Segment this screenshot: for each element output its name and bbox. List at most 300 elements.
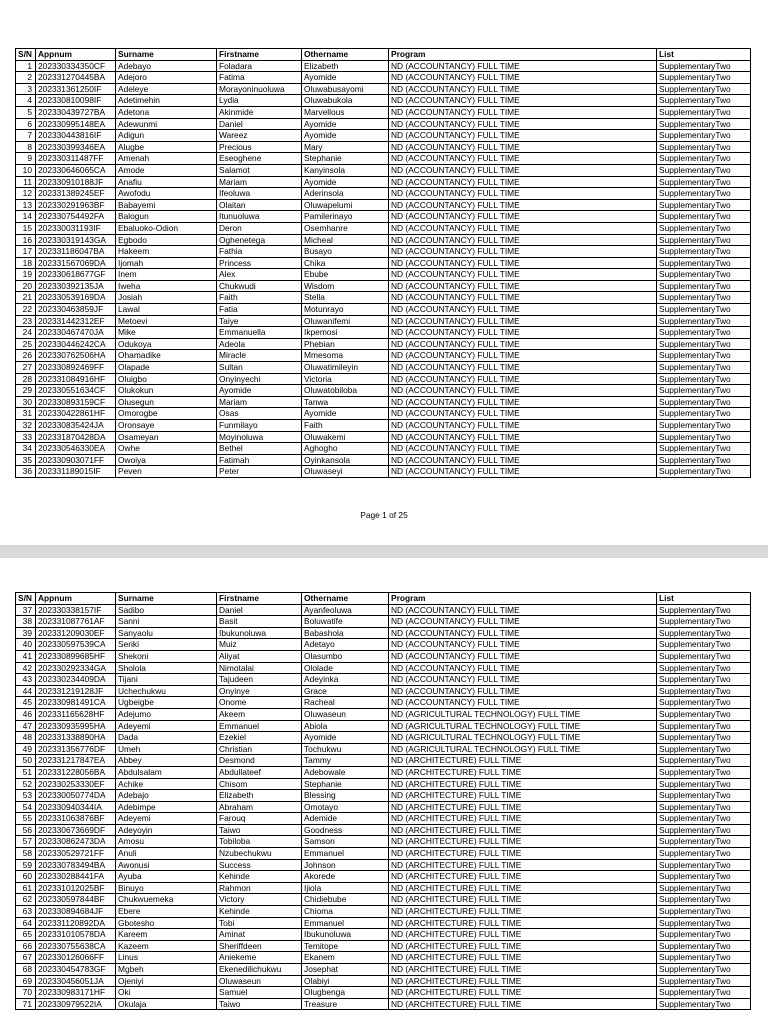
table-row xyxy=(16,824,751,836)
sn-cell: 49 xyxy=(16,743,36,755)
firstname-cell: Kehinde xyxy=(217,906,302,918)
list-cell: SupplementaryTwo xyxy=(657,859,751,871)
sn-cell: 3 xyxy=(16,83,36,95)
othername-cell: Olugbenga xyxy=(302,987,389,999)
list-cell: SupplementaryTwo xyxy=(657,153,751,165)
list-cell: SupplementaryTwo xyxy=(657,95,751,107)
program-cell: ND (ACCOUNTANCY) FULL TIME xyxy=(389,188,657,200)
surname-cell: Adetimehin xyxy=(116,95,217,107)
program-cell: ND (AGRICULTURAL TECHNOLOGY) FULL TIME xyxy=(389,720,657,732)
column-header-list: List xyxy=(657,593,751,605)
othername-cell: Omotayo xyxy=(302,801,389,813)
program-cell: ND (ARCHITECTURE) FULL TIME xyxy=(389,836,657,848)
othername-cell: Ikpemosi xyxy=(302,327,389,339)
program-cell: ND (ACCOUNTANCY) FULL TIME xyxy=(389,199,657,211)
othername-cell: Oluwaseun xyxy=(302,708,389,720)
sn-cell: 7 xyxy=(16,130,36,142)
appnum-cell: 202330338157IF xyxy=(36,604,116,616)
surname-cell: Oki xyxy=(116,987,217,999)
program-cell: ND (ACCOUNTANCY) FULL TIME xyxy=(389,153,657,165)
sn-cell: 63 xyxy=(16,906,36,918)
program-cell: ND (ACCOUNTANCY) FULL TIME xyxy=(389,234,657,246)
program-cell: ND (ACCOUNTANCY) FULL TIME xyxy=(389,627,657,639)
firstname-cell: Akinmide xyxy=(217,106,302,118)
sn-cell: 33 xyxy=(16,431,36,443)
firstname-cell: Tajudeen xyxy=(217,674,302,686)
list-cell: SupplementaryTwo xyxy=(657,743,751,755)
firstname-cell: Akeem xyxy=(217,708,302,720)
firstname-cell: Ibukunoluwa xyxy=(217,627,302,639)
sn-cell: 20 xyxy=(16,280,36,292)
othername-cell: Ijiola xyxy=(302,882,389,894)
table-row xyxy=(16,188,751,200)
program-cell: ND (ACCOUNTANCY) FULL TIME xyxy=(389,211,657,223)
firstname-cell: Itunuoluwa xyxy=(217,211,302,223)
othername-cell: Ademide xyxy=(302,813,389,825)
list-cell: SupplementaryTwo xyxy=(657,720,751,732)
table-row xyxy=(16,940,751,952)
appnum-cell: 202330334350CF xyxy=(36,60,116,72)
table-row xyxy=(16,269,751,281)
appnum-cell: 202331338890HA xyxy=(36,732,116,744)
surname-cell: Egbodo xyxy=(116,234,217,246)
firstname-cell: Fatimah xyxy=(217,454,302,466)
surname-cell: Adebayo xyxy=(116,60,217,72)
othername-cell: Oluwapelumi xyxy=(302,199,389,211)
othername-cell: Osemhanre xyxy=(302,222,389,234)
program-cell: ND (ACCOUNTANCY) FULL TIME xyxy=(389,246,657,258)
list-cell: SupplementaryTwo xyxy=(657,130,751,142)
column-header-othername: Othername xyxy=(302,593,389,605)
program-cell: ND (ARCHITECTURE) FULL TIME xyxy=(389,871,657,883)
list-cell: SupplementaryTwo xyxy=(657,72,751,84)
surname-cell: Okulaja xyxy=(116,998,217,1010)
appnum-cell: 202331361250IF xyxy=(36,83,116,95)
sn-cell: 27 xyxy=(16,362,36,374)
table-header-row xyxy=(16,49,751,61)
table-row xyxy=(16,871,751,883)
sn-cell: 38 xyxy=(16,616,36,628)
firstname-cell: Emmanuel xyxy=(217,720,302,732)
list-cell: SupplementaryTwo xyxy=(657,304,751,316)
program-cell: ND (ARCHITECTURE) FULL TIME xyxy=(389,894,657,906)
firstname-cell: Nimotalai xyxy=(217,662,302,674)
list-cell: SupplementaryTwo xyxy=(657,952,751,964)
program-cell: ND (ACCOUNTANCY) FULL TIME xyxy=(389,222,657,234)
firstname-cell: Emmanuella xyxy=(217,327,302,339)
document-page-2 xyxy=(0,558,768,1024)
program-cell: ND (ACCOUNTANCY) FULL TIME xyxy=(389,315,657,327)
surname-cell: Tijani xyxy=(116,674,217,686)
appnum-cell: 202330646065CA xyxy=(36,164,116,176)
appnum-cell: 202330456051JA xyxy=(36,975,116,987)
table-row xyxy=(16,639,751,651)
surname-cell: Olusegun xyxy=(116,396,217,408)
sn-cell: 24 xyxy=(16,327,36,339)
list-cell: SupplementaryTwo xyxy=(657,257,751,269)
sn-cell: 14 xyxy=(16,211,36,223)
othername-cell: Stella xyxy=(302,292,389,304)
surname-cell: Iweha xyxy=(116,280,217,292)
appnum-cell: 202331087761AF xyxy=(36,616,116,628)
surname-cell: Ebaluoko-Odion xyxy=(116,222,217,234)
othername-cell: Treasure xyxy=(302,998,389,1010)
table-row xyxy=(16,408,751,420)
surname-cell: Babayemi xyxy=(116,199,217,211)
list-cell: SupplementaryTwo xyxy=(657,929,751,941)
othername-cell: Oluwabusayomi xyxy=(302,83,389,95)
sn-cell: 57 xyxy=(16,836,36,848)
othername-cell: Samson xyxy=(302,836,389,848)
surname-cell: Amode xyxy=(116,164,217,176)
sn-cell: 32 xyxy=(16,420,36,432)
table-row xyxy=(16,662,751,674)
appnum-cell: 202330940344IA xyxy=(36,801,116,813)
firstname-cell: Success xyxy=(217,859,302,871)
firstname-cell: Sheriffdeen xyxy=(217,940,302,952)
table-row xyxy=(16,848,751,860)
admission-list-table-page-1 xyxy=(15,48,751,478)
othername-cell: Oluwatobiloba xyxy=(302,385,389,397)
appnum-cell: 202330311487FF xyxy=(36,153,116,165)
firstname-cell: Desmond xyxy=(217,755,302,767)
program-cell: ND (ARCHITECTURE) FULL TIME xyxy=(389,882,657,894)
list-cell: SupplementaryTwo xyxy=(657,836,751,848)
surname-cell: Umeh xyxy=(116,743,217,755)
appnum-cell: 202330050774DA xyxy=(36,790,116,802)
table-row xyxy=(16,674,751,686)
table-row xyxy=(16,466,751,478)
program-cell: ND (ACCOUNTANCY) FULL TIME xyxy=(389,141,657,153)
list-cell: SupplementaryTwo xyxy=(657,940,751,952)
appnum-cell: 202330454783GF xyxy=(36,964,116,976)
table-row xyxy=(16,987,751,999)
othername-cell: Ayomide xyxy=(302,176,389,188)
list-cell: SupplementaryTwo xyxy=(657,222,751,234)
appnum-cell: 202330903071FF xyxy=(36,454,116,466)
othername-cell: Abiola xyxy=(302,720,389,732)
appnum-cell: 202330597539CA xyxy=(36,639,116,651)
appnum-cell: 202330399346EA xyxy=(36,141,116,153)
othername-cell: Phebian xyxy=(302,338,389,350)
surname-cell: Ebere xyxy=(116,906,217,918)
firstname-cell: Onome xyxy=(217,697,302,709)
appnum-cell: 202330910188JF xyxy=(36,176,116,188)
surname-cell: Seriki xyxy=(116,639,217,651)
surname-cell: Linus xyxy=(116,952,217,964)
surname-cell: Alugbe xyxy=(116,141,217,153)
list-cell: SupplementaryTwo xyxy=(657,327,751,339)
table-row xyxy=(16,176,751,188)
othername-cell: Oyinkansola xyxy=(302,454,389,466)
list-cell: SupplementaryTwo xyxy=(657,627,751,639)
table-row xyxy=(16,292,751,304)
surname-cell: Ijomah xyxy=(116,257,217,269)
surname-cell: Metoevi xyxy=(116,315,217,327)
column-header-list: List xyxy=(657,49,751,61)
list-cell: SupplementaryTwo xyxy=(657,964,751,976)
appnum-cell: 202330979522IA xyxy=(36,998,116,1010)
list-cell: SupplementaryTwo xyxy=(657,454,751,466)
surname-cell: Uchechukwu xyxy=(116,685,217,697)
othername-cell: Adetayo xyxy=(302,639,389,651)
appnum-cell: 202331270445BA xyxy=(36,72,116,84)
program-cell: ND (ACCOUNTANCY) FULL TIME xyxy=(389,292,657,304)
sn-cell: 67 xyxy=(16,952,36,964)
appnum-cell: 202330673669DF xyxy=(36,824,116,836)
table-row xyxy=(16,917,751,929)
othername-cell: Oluwanifemi xyxy=(302,315,389,327)
sn-cell: 25 xyxy=(16,338,36,350)
appnum-cell: 202331010578DA xyxy=(36,929,116,941)
appnum-cell: 202331442312EF xyxy=(36,315,116,327)
program-cell: ND (ACCOUNTANCY) FULL TIME xyxy=(389,72,657,84)
othername-cell: Ebube xyxy=(302,269,389,281)
list-cell: SupplementaryTwo xyxy=(657,778,751,790)
list-cell: SupplementaryTwo xyxy=(657,639,751,651)
column-header-appnum: Appnum xyxy=(36,593,116,605)
table-row xyxy=(16,280,751,292)
sn-cell: 71 xyxy=(16,998,36,1010)
firstname-cell: Mariam xyxy=(217,396,302,408)
appnum-cell: 202330935995HA xyxy=(36,720,116,732)
program-cell: ND (ARCHITECTURE) FULL TIME xyxy=(389,790,657,802)
sn-cell: 46 xyxy=(16,708,36,720)
table-row xyxy=(16,801,751,813)
othername-cell: Oluwakemi xyxy=(302,431,389,443)
sn-cell: 9 xyxy=(16,153,36,165)
list-cell: SupplementaryTwo xyxy=(657,362,751,374)
list-cell: SupplementaryTwo xyxy=(657,234,751,246)
table-row xyxy=(16,697,751,709)
table-row xyxy=(16,443,751,455)
othername-cell: Aghogho xyxy=(302,443,389,455)
program-cell: ND (ACCOUNTANCY) FULL TIME xyxy=(389,327,657,339)
list-cell: SupplementaryTwo xyxy=(657,685,751,697)
othername-cell: Goodness xyxy=(302,824,389,836)
program-cell: ND (ACCOUNTANCY) FULL TIME xyxy=(389,60,657,72)
program-cell: ND (ARCHITECTURE) FULL TIME xyxy=(389,917,657,929)
sn-cell: 55 xyxy=(16,813,36,825)
table-row xyxy=(16,246,751,258)
sn-cell: 39 xyxy=(16,627,36,639)
list-cell: SupplementaryTwo xyxy=(657,199,751,211)
list-cell: SupplementaryTwo xyxy=(657,246,751,258)
program-cell: ND (ARCHITECTURE) FULL TIME xyxy=(389,766,657,778)
surname-cell: Oronsaye xyxy=(116,420,217,432)
firstname-cell: Kehinde xyxy=(217,871,302,883)
sn-cell: 58 xyxy=(16,848,36,860)
sn-cell: 70 xyxy=(16,987,36,999)
sn-cell: 45 xyxy=(16,697,36,709)
othername-cell: Oluwaseyi xyxy=(302,466,389,478)
appnum-cell: 202330446242CA xyxy=(36,338,116,350)
list-cell: SupplementaryTwo xyxy=(657,674,751,686)
surname-cell: Inem xyxy=(116,269,217,281)
sn-cell: 31 xyxy=(16,408,36,420)
surname-cell: Shekoni xyxy=(116,650,217,662)
list-cell: SupplementaryTwo xyxy=(657,280,751,292)
firstname-cell: Bethel xyxy=(217,443,302,455)
firstname-cell: Wareez xyxy=(217,130,302,142)
program-cell: ND (ARCHITECTURE) FULL TIME xyxy=(389,998,657,1010)
surname-cell: Abdulsalam xyxy=(116,766,217,778)
list-cell: SupplementaryTwo xyxy=(657,604,751,616)
appnum-cell: 202331186047BA xyxy=(36,246,116,258)
table-row xyxy=(16,650,751,662)
table-row xyxy=(16,836,751,848)
list-cell: SupplementaryTwo xyxy=(657,373,751,385)
firstname-cell: Daniel xyxy=(217,604,302,616)
column-header-appnum: Appnum xyxy=(36,49,116,61)
appnum-cell: 202331209030EF xyxy=(36,627,116,639)
surname-cell: Olapade xyxy=(116,362,217,374)
list-cell: SupplementaryTwo xyxy=(657,871,751,883)
program-cell: ND (ACCOUNTANCY) FULL TIME xyxy=(389,164,657,176)
table-body xyxy=(16,604,751,1010)
surname-cell: Adeyemi xyxy=(116,813,217,825)
list-cell: SupplementaryTwo xyxy=(657,662,751,674)
list-cell: SupplementaryTwo xyxy=(657,396,751,408)
sn-cell: 8 xyxy=(16,141,36,153)
surname-cell: Amenah xyxy=(116,153,217,165)
table-row xyxy=(16,906,751,918)
firstname-cell: Abdullateef xyxy=(217,766,302,778)
surname-cell: Hakeem xyxy=(116,246,217,258)
program-cell: ND (ARCHITECTURE) FULL TIME xyxy=(389,940,657,952)
appnum-cell: 202331356776DF xyxy=(36,743,116,755)
surname-cell: Adeleye xyxy=(116,83,217,95)
othername-cell: Boluwatife xyxy=(302,616,389,628)
table-row xyxy=(16,60,751,72)
sn-cell: 23 xyxy=(16,315,36,327)
appnum-cell: 202330981491CA xyxy=(36,697,116,709)
table-row xyxy=(16,118,751,130)
firstname-cell: Adeola xyxy=(217,338,302,350)
column-header-firstname: Firstname xyxy=(217,593,302,605)
appnum-cell: 202331389245EF xyxy=(36,188,116,200)
surname-cell: Olukokun xyxy=(116,385,217,397)
appnum-cell: 202330755638CA xyxy=(36,940,116,952)
othername-cell: Ibukunoluwa xyxy=(302,929,389,941)
firstname-cell: Taiwo xyxy=(217,998,302,1010)
appnum-cell: 202331084916HF xyxy=(36,373,116,385)
othername-cell: Marvellous xyxy=(302,106,389,118)
table-row xyxy=(16,790,751,802)
program-cell: ND (ACCOUNTANCY) FULL TIME xyxy=(389,338,657,350)
table-row xyxy=(16,685,751,697)
table-row xyxy=(16,338,751,350)
list-cell: SupplementaryTwo xyxy=(657,188,751,200)
firstname-cell: Tobi xyxy=(217,917,302,929)
surname-cell: Owhe xyxy=(116,443,217,455)
othername-cell: Johnson xyxy=(302,859,389,871)
appnum-cell: 202330546330EA xyxy=(36,443,116,455)
program-cell: ND (ARCHITECTURE) FULL TIME xyxy=(389,848,657,860)
othername-cell: Kanyinsola xyxy=(302,164,389,176)
list-cell: SupplementaryTwo xyxy=(657,998,751,1010)
sn-cell: 53 xyxy=(16,790,36,802)
othername-cell: Stephanie xyxy=(302,778,389,790)
firstname-cell: Alex xyxy=(217,269,302,281)
sn-cell: 64 xyxy=(16,917,36,929)
sn-cell: 15 xyxy=(16,222,36,234)
table-row xyxy=(16,373,751,385)
sn-cell: 61 xyxy=(16,882,36,894)
firstname-cell: Nzubechukwu xyxy=(217,848,302,860)
appnum-cell: 202331567069DA xyxy=(36,257,116,269)
list-cell: SupplementaryTwo xyxy=(657,176,751,188)
table-row xyxy=(16,813,751,825)
othername-cell: Aderinsola xyxy=(302,188,389,200)
firstname-cell: Princess xyxy=(217,257,302,269)
appnum-cell: 202330288441FA xyxy=(36,871,116,883)
surname-cell: Peven xyxy=(116,466,217,478)
firstname-cell: Deron xyxy=(217,222,302,234)
list-cell: SupplementaryTwo xyxy=(657,350,751,362)
program-cell: ND (ACCOUNTANCY) FULL TIME xyxy=(389,616,657,628)
sn-cell: 12 xyxy=(16,188,36,200)
othername-cell: Babashola xyxy=(302,627,389,639)
sn-cell: 1 xyxy=(16,60,36,72)
othername-cell: Adebowale xyxy=(302,766,389,778)
othername-cell: Emmanuel xyxy=(302,848,389,860)
firstname-cell: Osas xyxy=(217,408,302,420)
firstname-cell: Moyinoluwa xyxy=(217,431,302,443)
program-cell: ND (ACCOUNTANCY) FULL TIME xyxy=(389,269,657,281)
program-cell: ND (ACCOUNTANCY) FULL TIME xyxy=(389,650,657,662)
program-cell: ND (ACCOUNTANCY) FULL TIME xyxy=(389,280,657,292)
surname-cell: Mike xyxy=(116,327,217,339)
othername-cell: Ololade xyxy=(302,662,389,674)
sn-cell: 54 xyxy=(16,801,36,813)
list-cell: SupplementaryTwo xyxy=(657,141,751,153)
firstname-cell: Faith xyxy=(217,292,302,304)
program-cell: ND (ARCHITECTURE) FULL TIME xyxy=(389,801,657,813)
list-cell: SupplementaryTwo xyxy=(657,790,751,802)
appnum-cell: 202330392135JA xyxy=(36,280,116,292)
surname-cell: Adigun xyxy=(116,130,217,142)
appnum-cell: 202330810098IF xyxy=(36,95,116,107)
firstname-cell: Onyinyechi xyxy=(217,373,302,385)
sn-cell: 41 xyxy=(16,650,36,662)
othername-cell: Chidiebube xyxy=(302,894,389,906)
list-cell: SupplementaryTwo xyxy=(657,917,751,929)
list-cell: SupplementaryTwo xyxy=(657,975,751,987)
appnum-cell: 202330467470JA xyxy=(36,327,116,339)
program-cell: ND (ACCOUNTANCY) FULL TIME xyxy=(389,106,657,118)
surname-cell: Awofodu xyxy=(116,188,217,200)
table-row xyxy=(16,222,751,234)
column-header-othername: Othername xyxy=(302,49,389,61)
othername-cell: Racheal xyxy=(302,697,389,709)
list-cell: SupplementaryTwo xyxy=(657,292,751,304)
surname-cell: Sanni xyxy=(116,616,217,628)
sn-cell: 17 xyxy=(16,246,36,258)
appnum-cell: 202330463859JF xyxy=(36,304,116,316)
appnum-cell: 202330983171HF xyxy=(36,987,116,999)
surname-cell: Odukoya xyxy=(116,338,217,350)
column-header-program: Program xyxy=(389,593,657,605)
appnum-cell: 202330892469FF xyxy=(36,362,116,374)
appnum-cell: 202330862473DA xyxy=(36,836,116,848)
appnum-cell: 202331165628HF xyxy=(36,708,116,720)
program-cell: ND (ARCHITECTURE) FULL TIME xyxy=(389,778,657,790)
surname-cell: Achike xyxy=(116,778,217,790)
list-cell: SupplementaryTwo xyxy=(657,650,751,662)
program-cell: ND (ARCHITECTURE) FULL TIME xyxy=(389,964,657,976)
column-header-sn: S/N xyxy=(16,49,36,61)
